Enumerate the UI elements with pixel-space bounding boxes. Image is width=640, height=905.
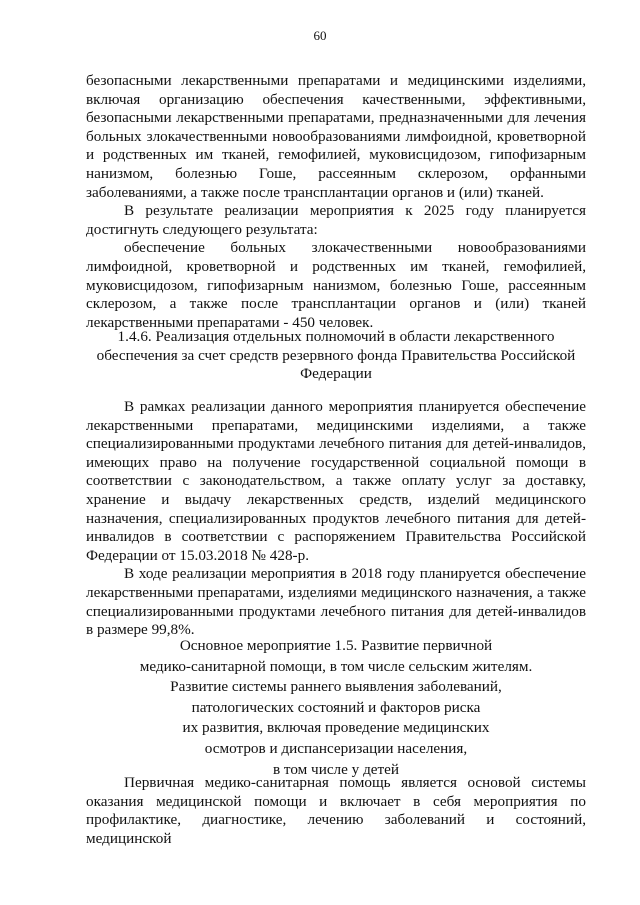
- text-block-2: [86, 398, 586, 640]
- page-number: 60: [313, 28, 327, 43]
- section-heading-1-5: [86, 636, 586, 780]
- text-block-3: [86, 774, 586, 848]
- heading-line: в том числе у детей: [272, 760, 400, 778]
- text-block-1: [86, 72, 586, 332]
- heading-line: патологических состояний и факторов риска: [191, 698, 481, 716]
- heading-line: Основное мероприятие 1.5. Развитие первичной: [179, 637, 493, 654]
- paragraph-reserve-fund: В рамках реализации данного мероприятия планируется обеспечение лекарственными препаратами, медицинскими изделиями, а также специализированными продуктами лечебного питания для детей-инвалидов, имеющих право на получение государственной социальной помощи в соответствии с законодательством, а также оплату услуг за доставку, хранение и выдачу лекарственных средств, изделий медицинского назначения, специализированных продуктов лечебного питания для детей-инвалидов в соответствии с распоряжением Правительства Российской Федерации от 15.03.2018 № 428-р.: [86, 398, 586, 564]
- heading-line: их развития, включая проведение медицинских: [182, 719, 490, 737]
- heading-line: медико-санитарной помощи, в том числе сельским жителям.: [139, 657, 533, 675]
- paragraph-result-intro: В результате реализации мероприятия к 2025 году планируется достигнуть следующего результата:: [86, 202, 586, 238]
- paragraph-2018-plan: В ходе реализации мероприятия в 2018 году планируется обеспечение лекарственными препаратами, изделиями медицинского назначения, а также специализированными продуктами лечебного питания для детей-инвалидов в размере 99,8%.: [86, 565, 586, 639]
- paragraph-result-item: обеспечение больных злокачественными новообразованиями лимфоидной, кроветворной и родственных им тканей, гемофилией, муковисцидозом, гипофизарным нанизмом, болезнью Гоше, рассеянным склерозом, а также после трансплантации органов и (или) тканей лекарственными препаратами - 450 человек.: [86, 239, 586, 331]
- section-heading-1-4-6: 1.4.6. Реализация отдельных полномочий в области лекарственного обеспечения за счет средств резервного фонда Правительства Российской Федерации: [96, 328, 576, 383]
- paragraph-primary-care: Первичная медико-санитарная помощь является основой системы оказания медицинской помощи и включает в себя мероприятия по профилактике, диагностике, лечению заболеваний и состояний, медицинской: [86, 774, 586, 847]
- heading-line: осмотров и диспансеризации населения,: [204, 739, 468, 757]
- paragraph-continuation: безопасными лекарственными препаратами и медицинскими изделиями, включая организацию обеспечения качественными, эффективными, безопасными лекарственными препаратами, предназначенными для лечения больных злокачественными новообразованиями лимфоидной, кроветворной и родственных им тканей, гемофилией, муковисцидозом, гипофизарным нанизмом, болезнью Гоше, рассеянным склерозом, орфанными заболеваниями, а также после трансплантации органов и (или) тканей.: [86, 72, 586, 201]
- heading-line: Развитие системы раннего выявления заболеваний,: [170, 678, 502, 696]
